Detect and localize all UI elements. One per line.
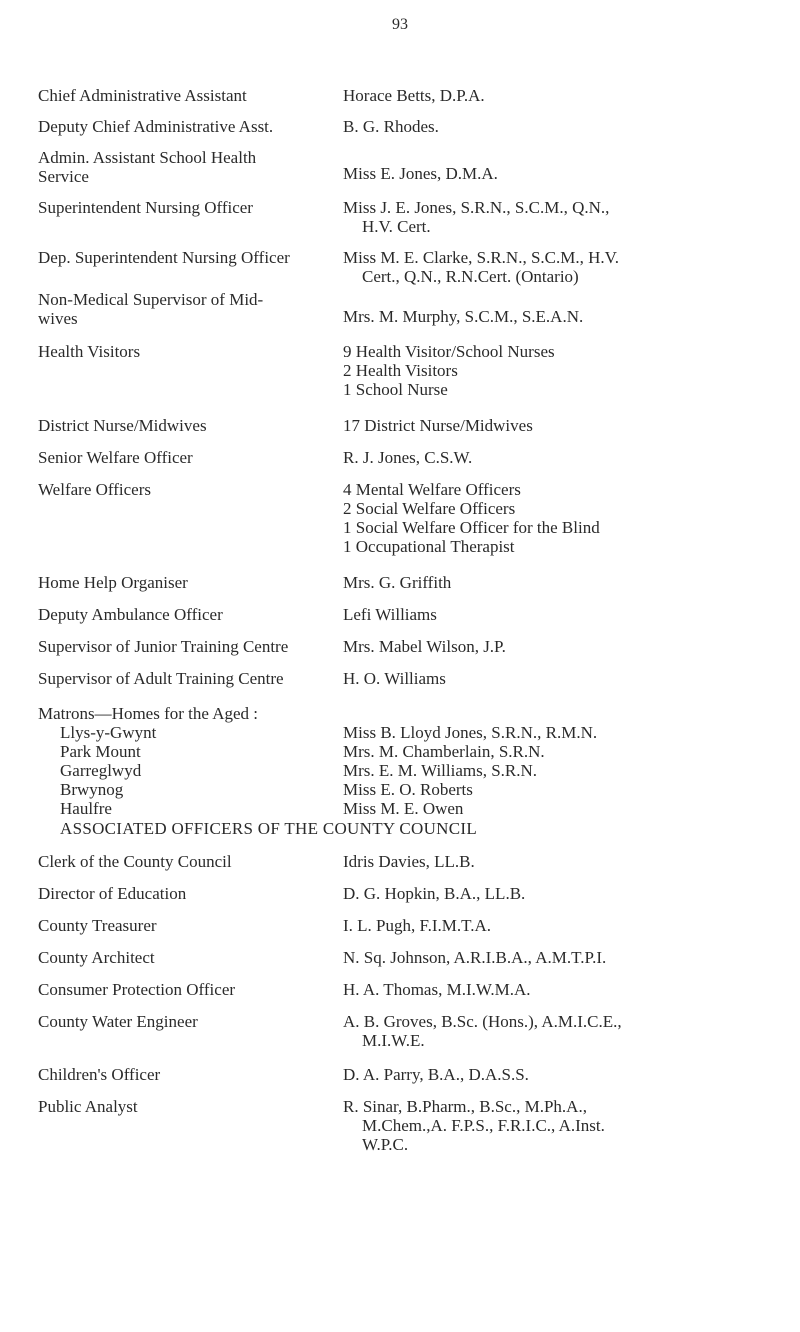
staff-holder: 1 Social Welfare Officer for the Blind <box>343 518 600 537</box>
matron-name: Miss M. E. Owen <box>343 799 464 818</box>
staff-holder: Lefi Williams <box>343 605 437 624</box>
staff-holder: H. O. Williams <box>343 669 446 688</box>
staff-holder: H.V. Cert. <box>362 217 431 236</box>
matron-name: Miss E. O. Roberts <box>343 780 473 799</box>
staff-title: Admin. Assistant School Health <box>38 148 257 167</box>
home-name: Park Mount <box>60 742 141 761</box>
staff-holder: 17 District Nurse/Midwives <box>343 416 533 435</box>
officer-holder: D. A. Parry, B.A., D.A.S.S. <box>343 1065 529 1084</box>
staff-title: Non-Medical Supervisor of Mid- <box>38 290 264 309</box>
staff-holder: Mrs. G. Griffith <box>343 573 452 592</box>
staff-holder: 2 Social Welfare Officers <box>343 499 516 518</box>
officer-holder: I. L. Pugh, F.I.M.T.A. <box>343 916 492 935</box>
matrons-homes-list <box>38 723 156 818</box>
staff-holder: 9 Health Visitor/School Nurses <box>343 342 555 361</box>
staff-holder: Mrs. M. Murphy, S.C.M., S.E.A.N. <box>343 307 584 326</box>
staff-title: Deputy Chief Administrative Asst. <box>38 117 274 136</box>
staff-title: Chief Administrative Assistant <box>38 86 247 105</box>
matrons-title: Matrons—Homes for the Aged : <box>38 704 259 723</box>
home-name: Brwynog <box>60 780 124 799</box>
officer-title: County Architect <box>38 948 155 967</box>
matron-name: Mrs. M. Chamberlain, S.R.N. <box>343 742 545 761</box>
officer-title: Clerk of the County Council <box>38 852 232 871</box>
home-name: Garreglwyd <box>60 761 142 780</box>
officer-holder: W.P.C. <box>362 1135 409 1154</box>
matrons-holders-list <box>343 723 597 818</box>
officer-holder: M.I.W.E. <box>362 1031 425 1050</box>
officer-holder: D. G. Hopkin, B.A., LL.B. <box>343 884 526 903</box>
staff-holder: Miss E. Jones, D.M.A. <box>343 164 498 183</box>
associated-officers-heading: ASSOCIATED OFFICERS OF THE COUNTY COUNCIL <box>60 819 478 838</box>
officer-holder: M.Chem.,A. F.P.S., F.R.I.C., A.Inst. <box>362 1116 605 1135</box>
staff-holder: 4 Mental Welfare Officers <box>343 480 521 499</box>
staff-holder: 1 School Nurse <box>343 380 448 399</box>
officer-title: Children's Officer <box>38 1065 161 1084</box>
home-name: Llys-y-Gwynt <box>60 723 157 742</box>
matron-name: Miss B. Lloyd Jones, S.R.N., R.M.N. <box>343 723 598 742</box>
staff-holder: B. G. Rhodes. <box>343 117 439 136</box>
officer-title: County Treasurer <box>38 916 157 935</box>
staff-title: Welfare Officers <box>38 480 151 499</box>
staff-holder: R. J. Jones, C.S.W. <box>343 448 473 467</box>
staff-title: Deputy Ambulance Officer <box>38 605 223 624</box>
staff-holder: Horace Betts, D.P.A. <box>343 86 485 105</box>
staff-title: Health Visitors <box>38 342 141 361</box>
matron-name: Mrs. E. M. Williams, S.R.N. <box>343 761 538 780</box>
officer-holder: H. A. Thomas, M.I.W.M.A. <box>343 980 531 999</box>
staff-title: Dep. Superintendent Nursing Officer <box>38 248 290 267</box>
staff-holder: Miss M. E. Clarke, S.R.N., S.C.M., H.V. <box>343 248 619 267</box>
officer-holder: Idris Davies, LL.B. <box>343 852 475 871</box>
staff-holder: Miss J. E. Jones, S.R.N., S.C.M., Q.N., <box>343 198 610 217</box>
officer-title: Consumer Protection Officer <box>38 980 236 999</box>
page-number: 93 <box>392 16 408 33</box>
staff-holder: 1 Occupational Therapist <box>343 537 515 556</box>
officer-holder: N. Sq. Johnson, A.R.I.B.A., A.M.T.P.I. <box>343 948 607 967</box>
staff-title: District Nurse/Midwives <box>38 416 207 435</box>
staff-title: Service <box>38 167 89 186</box>
staff-title: Supervisor of Junior Training Centre <box>38 637 289 656</box>
officer-holder: R. Sinar, B.Pharm., B.Sc., M.Ph.A., <box>343 1097 587 1116</box>
staff-title: Home Help Organiser <box>38 573 188 592</box>
staff-title: wives <box>38 309 78 328</box>
staff-title: Senior Welfare Officer <box>38 448 193 467</box>
officer-title: Director of Education <box>38 884 187 903</box>
home-name: Haulfre <box>60 799 112 818</box>
officer-holder: A. B. Groves, B.Sc. (Hons.), A.M.I.C.E., <box>343 1012 622 1031</box>
staff-holder: Mrs. Mabel Wilson, J.P. <box>343 637 506 656</box>
officer-title: Public Analyst <box>38 1097 138 1116</box>
staff-holder: 2 Health Visitors <box>343 361 458 380</box>
staff-title: Superintendent Nursing Officer <box>38 198 253 217</box>
staff-title: Supervisor of Adult Training Centre <box>38 669 284 688</box>
staff-holder: Cert., Q.N., R.N.Cert. (Ontario) <box>362 267 579 286</box>
officer-title: County Water Engineer <box>38 1012 198 1031</box>
